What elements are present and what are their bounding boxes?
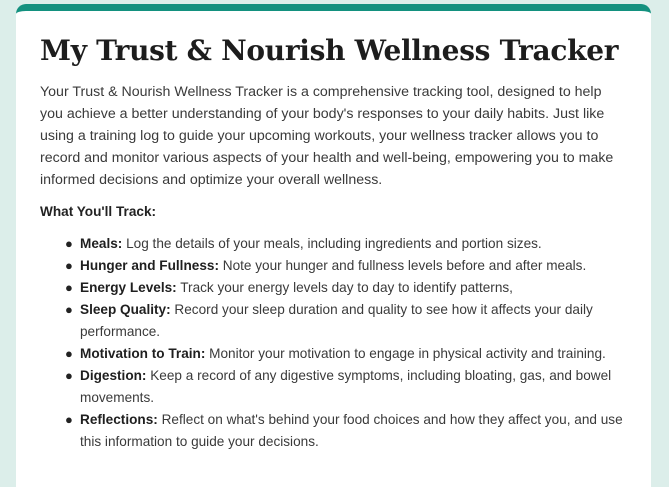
item-description: Reflect on what's behind your food choices and how they affect you, and use this information to guide your decisions. [80, 412, 623, 449]
item-term: Sleep Quality: [80, 302, 171, 317]
tracker-card [16, 4, 651, 487]
list-item-energy-levels [65, 277, 627, 299]
item-description: Keep a record of any digestive symptoms, including bloating, gas, and bowel movements. [80, 368, 612, 405]
item-description: Monitor your motivation to engage in physical activity and training. [205, 346, 606, 361]
intro-paragraph: Your Trust & Nourish Wellness Tracker is a comprehensive tracking tool, designed to help you achieve a better understanding of your body's responses to your daily habits. Just like using a training log to guide your upcoming workouts, your wellness tracker allows you to record and monitor various aspects of your health and well-being, empowering you to make informed decisions and optimize your overall wellness. [40, 84, 614, 188]
item-description: Log the details of your meals, including ingredients and portion sizes. [122, 236, 542, 251]
item-term: Digestion: [80, 368, 147, 383]
track-heading: What You'll Track: [40, 204, 157, 219]
item-term: Motivation to Train: [80, 346, 206, 361]
item-description: Track your energy levels day to day to identify patterns, [176, 280, 513, 295]
bullet-icon: ● [65, 412, 73, 427]
item-term: Meals: [80, 236, 123, 251]
list-item-digestion [65, 365, 627, 409]
bullet-icon: ● [65, 368, 73, 383]
page-title: My Trust & Nourish Wellness Tracker [40, 34, 619, 67]
item-term: Reflections: [80, 412, 158, 427]
list-item-reflections [65, 409, 627, 453]
item-term: Hunger and Fullness: [80, 258, 219, 273]
bullet-icon: ● [65, 236, 73, 251]
item-term: Energy Levels: [80, 280, 177, 295]
list-item-sleep-quality [65, 299, 627, 343]
bullet-icon: ● [65, 258, 73, 273]
list-item-meals [65, 233, 627, 255]
item-description: Note your hunger and fullness levels before and after meals. [218, 258, 587, 273]
bullet-icon: ● [65, 346, 73, 361]
list-item-motivation [65, 343, 627, 365]
bullet-icon: ● [65, 280, 73, 295]
list-item-hunger-fullness [65, 255, 627, 277]
item-description: Record your sleep duration and quality to see how it affects your daily performance. [80, 302, 593, 339]
tracked-items-list [40, 233, 627, 453]
bullet-icon: ● [65, 302, 73, 317]
